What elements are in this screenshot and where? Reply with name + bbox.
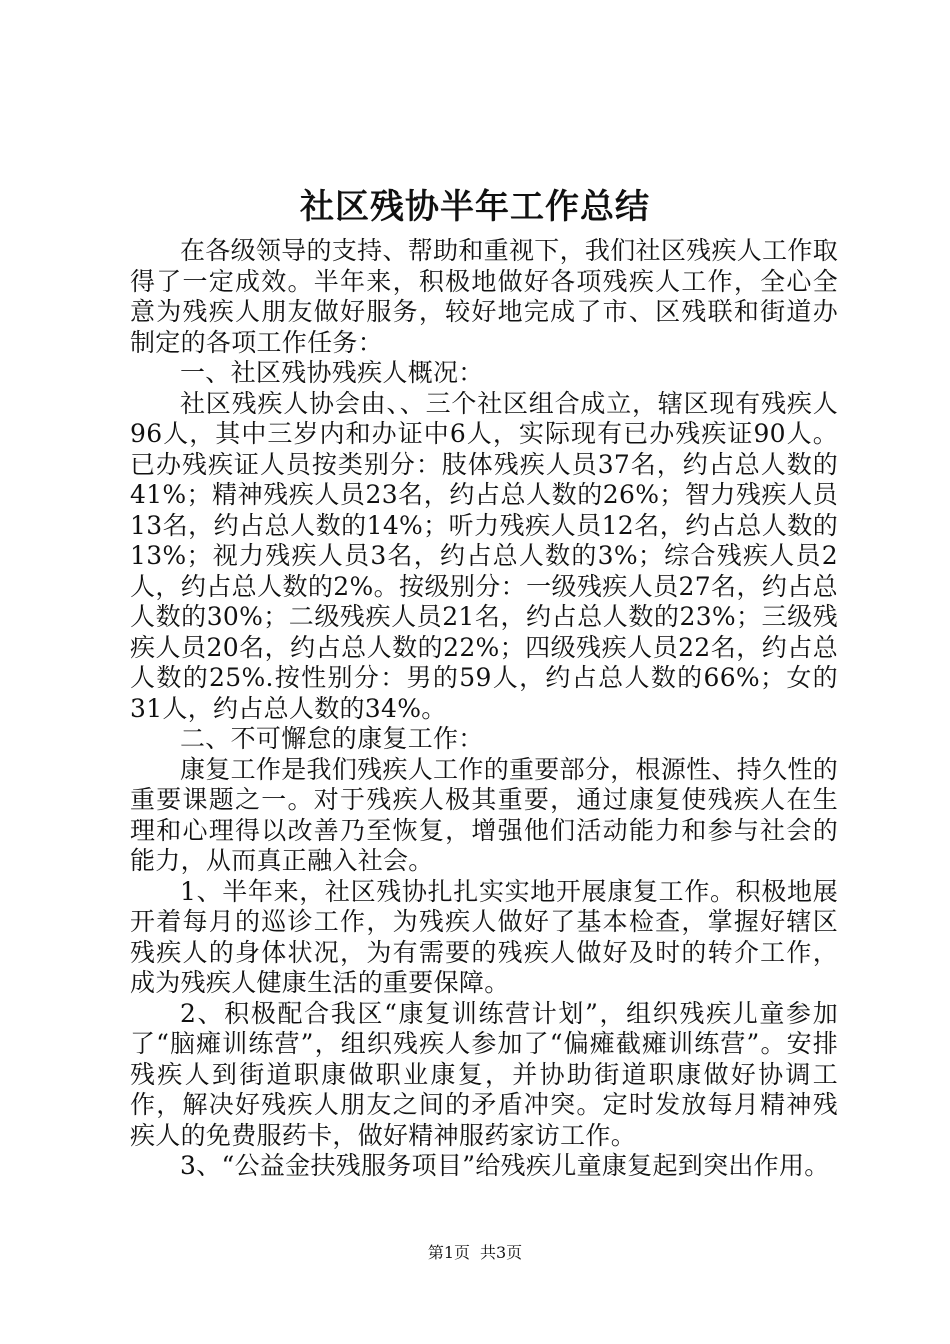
- document-body: [130, 236, 838, 1182]
- page-number-total: 共3页: [480, 1243, 523, 1262]
- section-heading-overview: 一、社区残协残疾人概况：: [180, 358, 484, 387]
- paragraph-rehab-item-1: 1、半年来，社区残协扎扎实实地开展康复工作。积极地展开着每月的巡诊工作，为残疾人做好了基本检查，掌握好辖区残疾人的身体状况，为有需要的残疾人做好及时的转介工作，成为残疾人健康生活的重要保障。: [130, 876, 838, 997]
- paragraph-rehab-intro: 康复工作是我们残疾人工作的重要部分，根源性、持久性的重要课题之一。对于残疾人极其重要，通过康复使残疾人在生理和心理得以改善乃至恢复，增强他们活动能力和参与社会的能力，从而真正融入社会。: [130, 754, 838, 875]
- document-title: 社区残协半年工作总结: [300, 187, 650, 227]
- paragraph-rehab-item-2: 2、积极配合我区“康复训练营计划”，组织残疾儿童参加了“脑瘫训练营”，组织残疾人参加了“偏瘫截瘫训练营”。安排残疾人到街道职康做职业康复，并协助街道职康做好协调工作，解决好残疾人朋友之间的矛盾冲突。定时发放每月精神残疾人的免费服药卡，做好精神服药家访工作。: [130, 998, 838, 1150]
- paragraph-rehab-item-3: 3、“公益金扶残服务项目”给残疾儿童康复起到突出作用。: [180, 1151, 830, 1180]
- section-heading-rehab: 二、不可懈怠的康复工作：: [180, 724, 484, 753]
- page-footer: [0, 1242, 950, 1264]
- paragraph-overview: 社区残疾人协会由、、三个社区组合成立，辖区现有残疾人96人，其中三岁内和办证中6人，实际现有已办残疾证90人。已办残疾证人员按类别分：肢体残疾人员37名，约占总人数的41%；精神残疾人员23名，约占总人数的26%；智力残疾人员13名，约占总人数的14%；听力残疾人员12名，约占总人数的13%；视力残疾人员3名，约占总人数的3%；综合残疾人员2人，约占总人数的2%。按级别分：一级残疾人员27名，约占总人数的30%；二级残疾人员21名，约占总人数的23%；三级残疾人员20名，约占总人数的22%；四级残疾人员22名，约占总人数的25%.按性别分：男的59人，约占总人数的66%；女的31人，约占总人数的34%。: [130, 388, 838, 723]
- paragraph-intro: 在各级领导的支持、帮助和重视下，我们社区残疾人工作取得了一定成效。半年来，积极地做好各项残疾人工作，全心全意为残疾人朋友做好服务，较好地完成了市、区残联和街道办制定的各项工作任务：: [130, 236, 838, 357]
- page-number-current: 第1页: [427, 1243, 470, 1262]
